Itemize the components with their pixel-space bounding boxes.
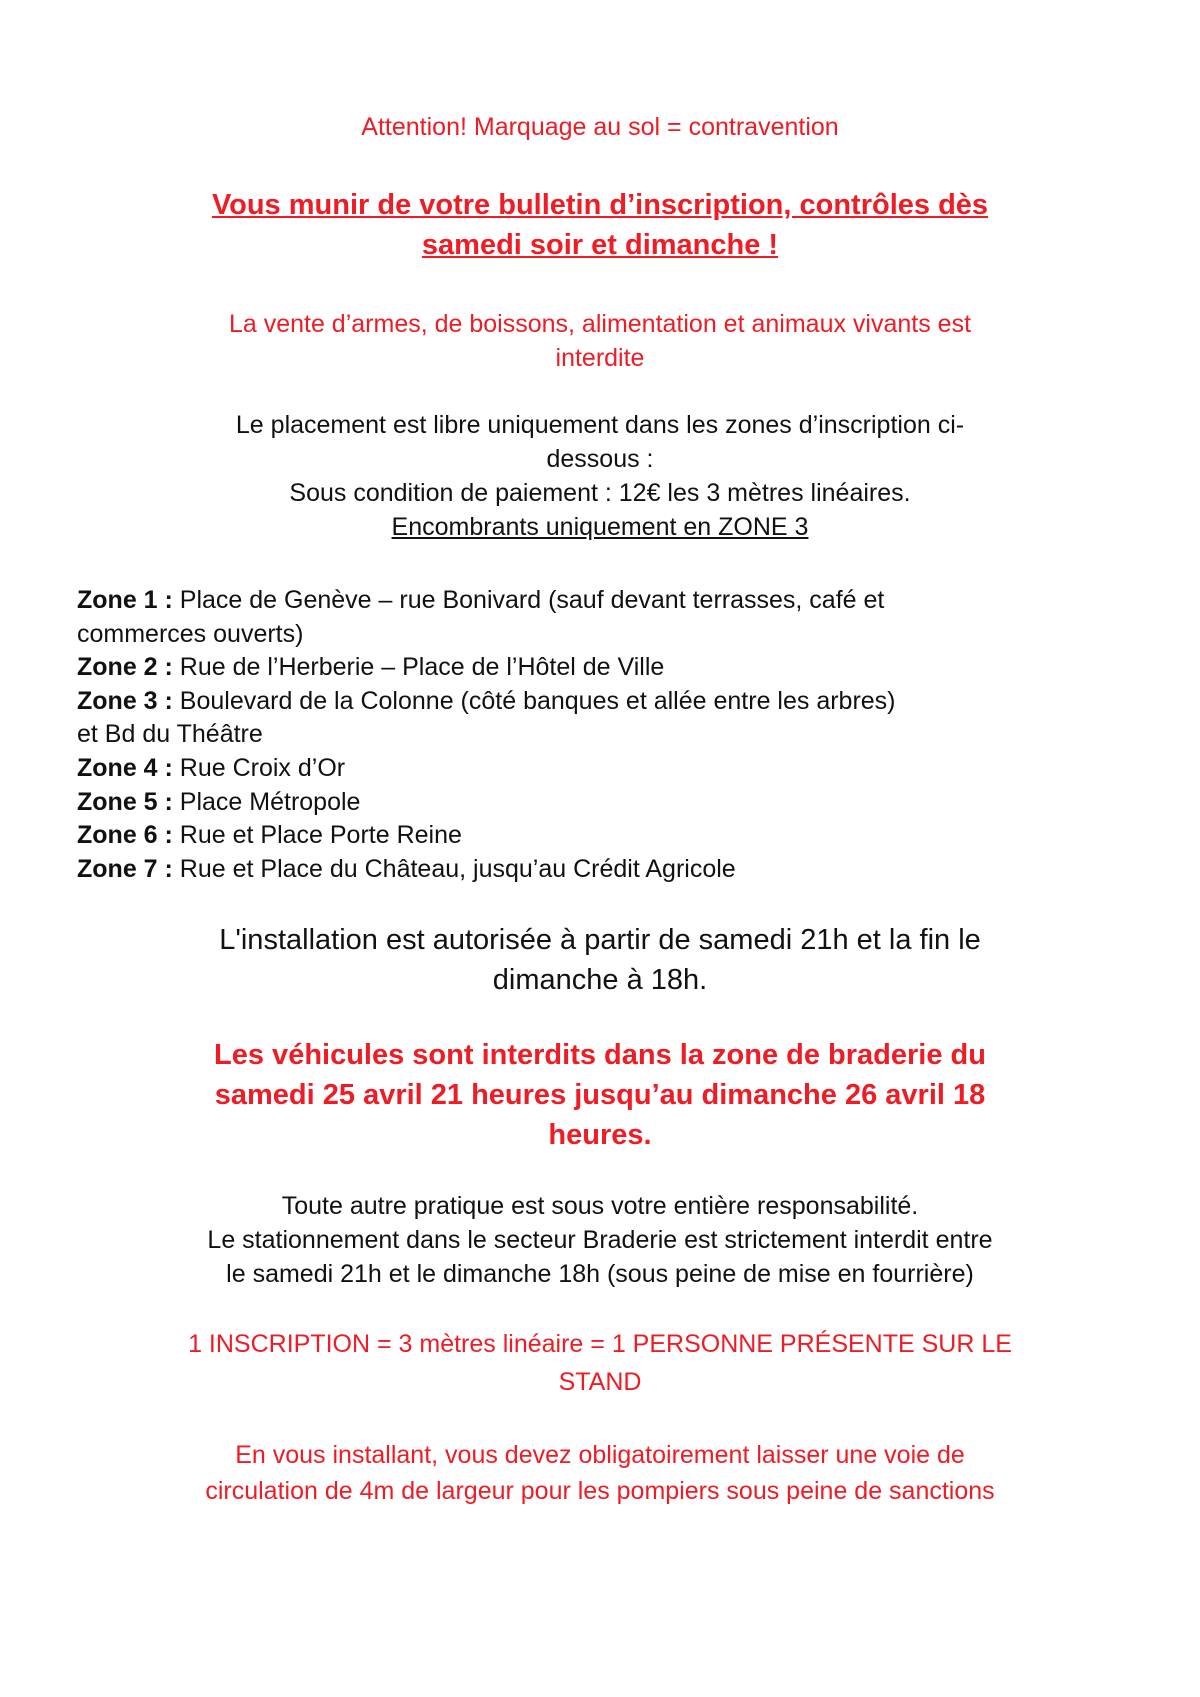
pompiers-line-2: circulation de 4m de largeur pour les pompiers sous peine de sanctions [205,1477,995,1505]
sale-prohibition [0,307,1200,375]
encombrants-note: Encombrants uniquement en ZONE 3 [391,513,809,541]
attention-text: Attention! Marquage au sol = contravention [361,113,839,141]
zone-item: Zone 2 : Rue de l’Herberie – Place de l’Hôtel de Ville [77,653,665,682]
bulletin-notice [0,185,1200,265]
zone-item: Zone 5 : Place Métropole [77,787,361,816]
responsibility-info [0,1189,1200,1291]
responsabilite-line-1: Toute autre pratique est sous votre entière responsabilité. [281,1192,919,1220]
zone-item: Zone 6 : Rue et Place Porte Reine [77,821,462,850]
placement-line-3: Sous condition de paiement : 12€ les 3 mètres linéaires. [289,479,911,507]
vente-line-1: La vente d’armes, de boissons, alimentation et animaux vivants est [228,310,972,338]
inscription-rule [0,1325,1200,1401]
responsabilite-line-2: Le stationnement dans le secteur Braderie est strictement interdit entre [207,1226,993,1254]
zone-item: Zone 3 : Boulevard de la Colonne (côté banques et allée entre les arbres) [77,686,896,715]
inscription-line-2: STAND [558,1368,642,1396]
fire-lane-rule [0,1437,1200,1509]
installation-line-2: dimanche à 18h. [492,964,708,996]
placement-line-2: dessous : [546,445,654,473]
vehicule-line-2: samedi 25 avril 21 heures jusqu’au dimanche 26 avril 18 [214,1079,986,1111]
zone-item-continued: commerces ouverts) [77,619,304,648]
bulletin-line-2: samedi soir et dimanche ! [421,229,779,261]
pompiers-line-1: En vous installant, vous devez obligatoirement laisser une voie de [235,1441,965,1469]
vehicule-line-3: heures. [548,1119,652,1151]
zone-item-continued: et Bd du Théâtre [77,720,263,749]
vehicule-line-1: Les véhicules sont interdits dans la zone de braderie du [214,1039,986,1071]
zone-item: Zone 4 : Rue Croix d’Or [77,753,346,782]
vehicle-ban [0,1035,1200,1155]
zone-item: Zone 1 : Place de Genève – rue Bonivard (sauf devant terrasses, café et [77,586,885,614]
vente-line-2: interdite [555,344,645,372]
placement-line-1: Le placement est libre uniquement dans les zones d’inscription ci- [235,411,965,439]
inscription-line-1: 1 INSCRIPTION = 3 mètres linéaire = 1 PERSONNE PRÉSENTE SUR LE [188,1330,1012,1358]
zone-item: Zone 7 : Rue et Place du Château, jusqu’au Crédit Agricole [77,854,736,883]
zones-list [77,584,896,886]
bulletin-line-1: Vous munir de votre bulletin d’inscription, contrôles dès [211,189,989,221]
placement-info [0,408,1200,544]
installation-line-1: L'installation est autorisée à partir de samedi 21h et la fin le [219,924,981,956]
installation-hours [0,920,1200,1000]
attention-notice [0,110,1200,144]
responsabilite-line-3: le samedi 21h et le dimanche 18h (sous peine de mise en fourrière) [226,1260,974,1288]
